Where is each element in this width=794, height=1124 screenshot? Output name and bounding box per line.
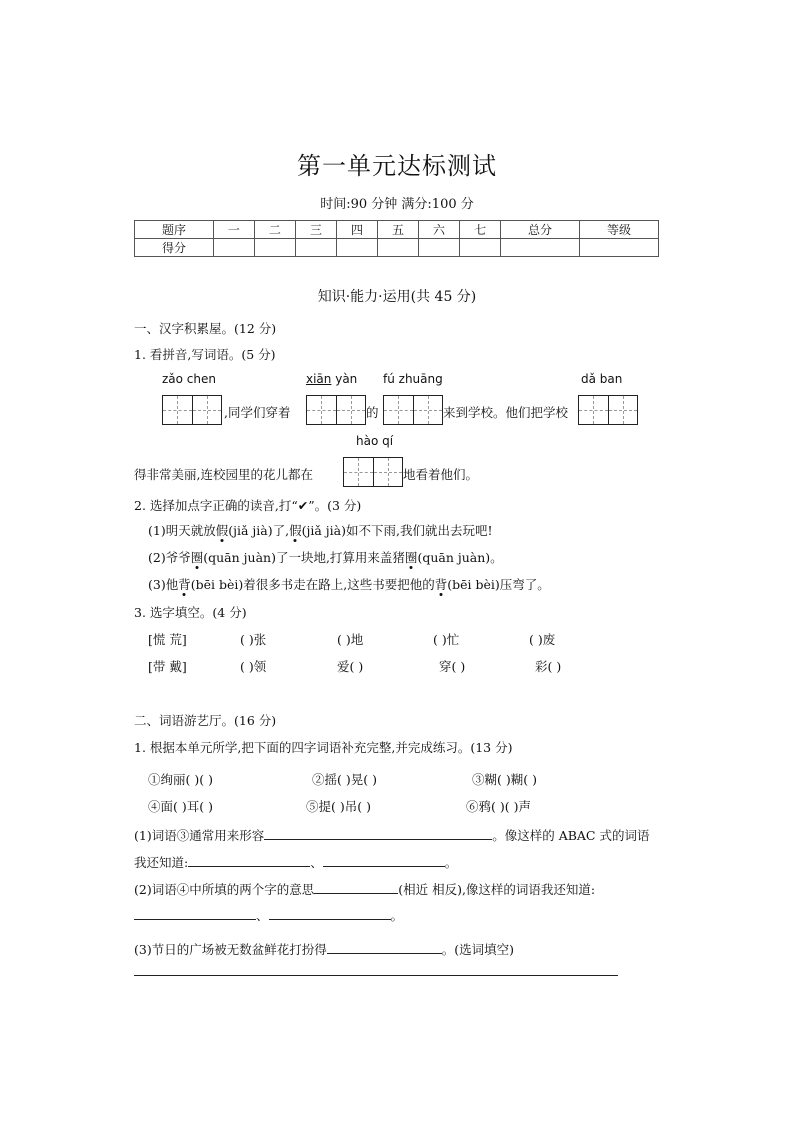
pinyin-zaochen: zǎo chen	[162, 372, 216, 386]
pinyin-xian: xiān	[306, 372, 332, 386]
fill-item[interactable]: ( )地	[337, 632, 364, 647]
answer-blank[interactable]	[323, 853, 445, 867]
question-3-title: 3. 选字填空。(4 分)	[134, 605, 247, 620]
question-2-line-2: (2)爷爷圈(quān juàn)了一块地,打算用来盖猪圈(quān juàn)。	[148, 550, 503, 565]
score-table	[134, 220, 659, 257]
score-table-score-row	[135, 239, 659, 257]
dotted-char: 圈	[190, 550, 204, 565]
score-header-cell: 总分	[501, 221, 580, 239]
idiom-item[interactable]: ③糊( )糊( )	[472, 772, 537, 787]
char-choice-group: [带 戴]	[148, 659, 187, 674]
score-input-cell[interactable]	[460, 239, 501, 257]
sentence-text: 的	[366, 405, 379, 420]
subquestion-3: (3)节日的广场被无数盆鲜花打扮得 。(选词填空)	[134, 942, 514, 957]
score-header-cell: 五	[378, 221, 419, 239]
subquestion-2-cont: 、 。	[134, 906, 403, 924]
dotted-char: 假	[289, 523, 302, 538]
part2-heading: 二、词语游艺厅。(16 分)	[134, 713, 277, 728]
subquestion-1-cont: 我还知道: 、 。	[134, 855, 458, 870]
part1-heading: 一、汉字积累屋。(12 分)	[134, 321, 277, 336]
time-score-info: 时间:90 分钟 满分:100 分	[320, 197, 474, 212]
idiom-item[interactable]: ⑤提( )吊( )	[306, 799, 371, 814]
page-title: 第一单元达标测试	[297, 152, 497, 180]
subquestion-1: (1)词语③通常用来形容 。像这样的 ABAC 式的词语	[134, 828, 650, 843]
question-2-line-1: (1)明天就放假(jiǎ jià)了,假(jiǎ jià)如不下雨,我们就出去玩吧!	[148, 523, 493, 538]
fill-item[interactable]: ( )张	[240, 632, 267, 647]
fill-item[interactable]: ( )忙	[433, 632, 460, 647]
sentence-text: 得非常美丽,连校园里的花儿都在	[134, 467, 313, 482]
fill-item[interactable]: 穿( )	[439, 659, 466, 674]
idiom-item[interactable]: ②摇( )晃( )	[312, 772, 377, 787]
pinyin-xianyan	[306, 372, 357, 386]
dotted-char: 背	[434, 577, 448, 592]
fill-item[interactable]: 爱( )	[337, 659, 364, 674]
score-input-cell[interactable]	[336, 239, 377, 257]
dotted-char: 圈	[404, 550, 418, 565]
pinyin-yan: yàn	[331, 372, 358, 386]
score-input-cell[interactable]	[213, 239, 254, 257]
fill-item[interactable]: ( )领	[240, 659, 267, 674]
score-input-cell[interactable]	[378, 239, 419, 257]
writing-grid-haoqi[interactable]	[343, 457, 403, 487]
pinyin-daban: dǎ ban	[581, 372, 623, 386]
score-header-cell: 等级	[580, 221, 659, 239]
answer-blank[interactable]	[264, 826, 492, 840]
writing-grid-xianyan[interactable]	[306, 395, 366, 425]
answer-blank[interactable]	[188, 853, 310, 867]
writing-grid-daban[interactable]	[578, 395, 638, 425]
score-input-cell[interactable]	[254, 239, 295, 257]
idiom-item[interactable]: ①绚丽( )( )	[148, 772, 213, 787]
writing-grid-zaochen[interactable]	[162, 395, 222, 425]
idiom-item[interactable]: ⑥鸦( )( )声	[466, 799, 531, 814]
char-choice-group: [慌 荒]	[148, 632, 187, 647]
dotted-char: 背	[178, 577, 191, 592]
dotted-char: 假	[215, 523, 229, 538]
score-header-cell: 一	[213, 221, 254, 239]
answer-blank[interactable]	[134, 906, 256, 920]
writing-grid-fuzhuang[interactable]	[383, 395, 443, 425]
score-row-label: 得分	[135, 239, 214, 257]
sentence-text: ,同学们穿着	[224, 405, 291, 420]
question-2-title: 2. 选择加点字正确的读音,打“✔”。(3 分)	[134, 498, 362, 513]
fill-item[interactable]: ( )废	[529, 632, 556, 647]
answer-line[interactable]	[134, 975, 618, 976]
answer-blank[interactable]	[314, 880, 398, 894]
question-2-line-3: (3)他背(bēi bèi)着很多书走在路上,这些书要把他的背(bēi bèi)压弯了。	[148, 577, 550, 592]
score-input-cell[interactable]	[419, 239, 460, 257]
score-input-cell[interactable]	[501, 239, 580, 257]
answer-blank[interactable]	[269, 906, 391, 920]
pinyin-fuzhuang: fú zhuāng	[383, 372, 443, 386]
sentence-text: 来到学校。他们把学校	[443, 405, 569, 420]
sentence-text: 地看着他们。	[403, 467, 479, 482]
pinyin-haoqi: hào qí	[356, 434, 394, 448]
idiom-item[interactable]: ④面( )耳( )	[148, 799, 213, 814]
score-header-cell: 题序	[135, 221, 214, 239]
score-input-cell[interactable]	[580, 239, 659, 257]
question-1-title: 1. 看拼音,写词语。(5 分)	[134, 347, 276, 362]
subquestion-2: (2)词语④中所填的两个字的意思 (相近 相反),像这样的词语我还知道:	[134, 882, 596, 897]
fill-item[interactable]: 彩( )	[535, 659, 562, 674]
score-header-cell: 二	[254, 221, 295, 239]
score-input-cell[interactable]	[295, 239, 336, 257]
score-header-cell: 三	[295, 221, 336, 239]
score-header-cell: 四	[336, 221, 377, 239]
part2-question-1-title: 1. 根据本单元所学,把下面的四字词语补充完整,并完成练习。(13 分)	[134, 740, 513, 755]
answer-blank[interactable]	[327, 940, 442, 954]
section-heading: 知识·能力·运用(共 45 分)	[317, 289, 477, 305]
score-table-header-row	[135, 221, 659, 239]
score-header-cell: 七	[460, 221, 501, 239]
score-header-cell: 六	[419, 221, 460, 239]
